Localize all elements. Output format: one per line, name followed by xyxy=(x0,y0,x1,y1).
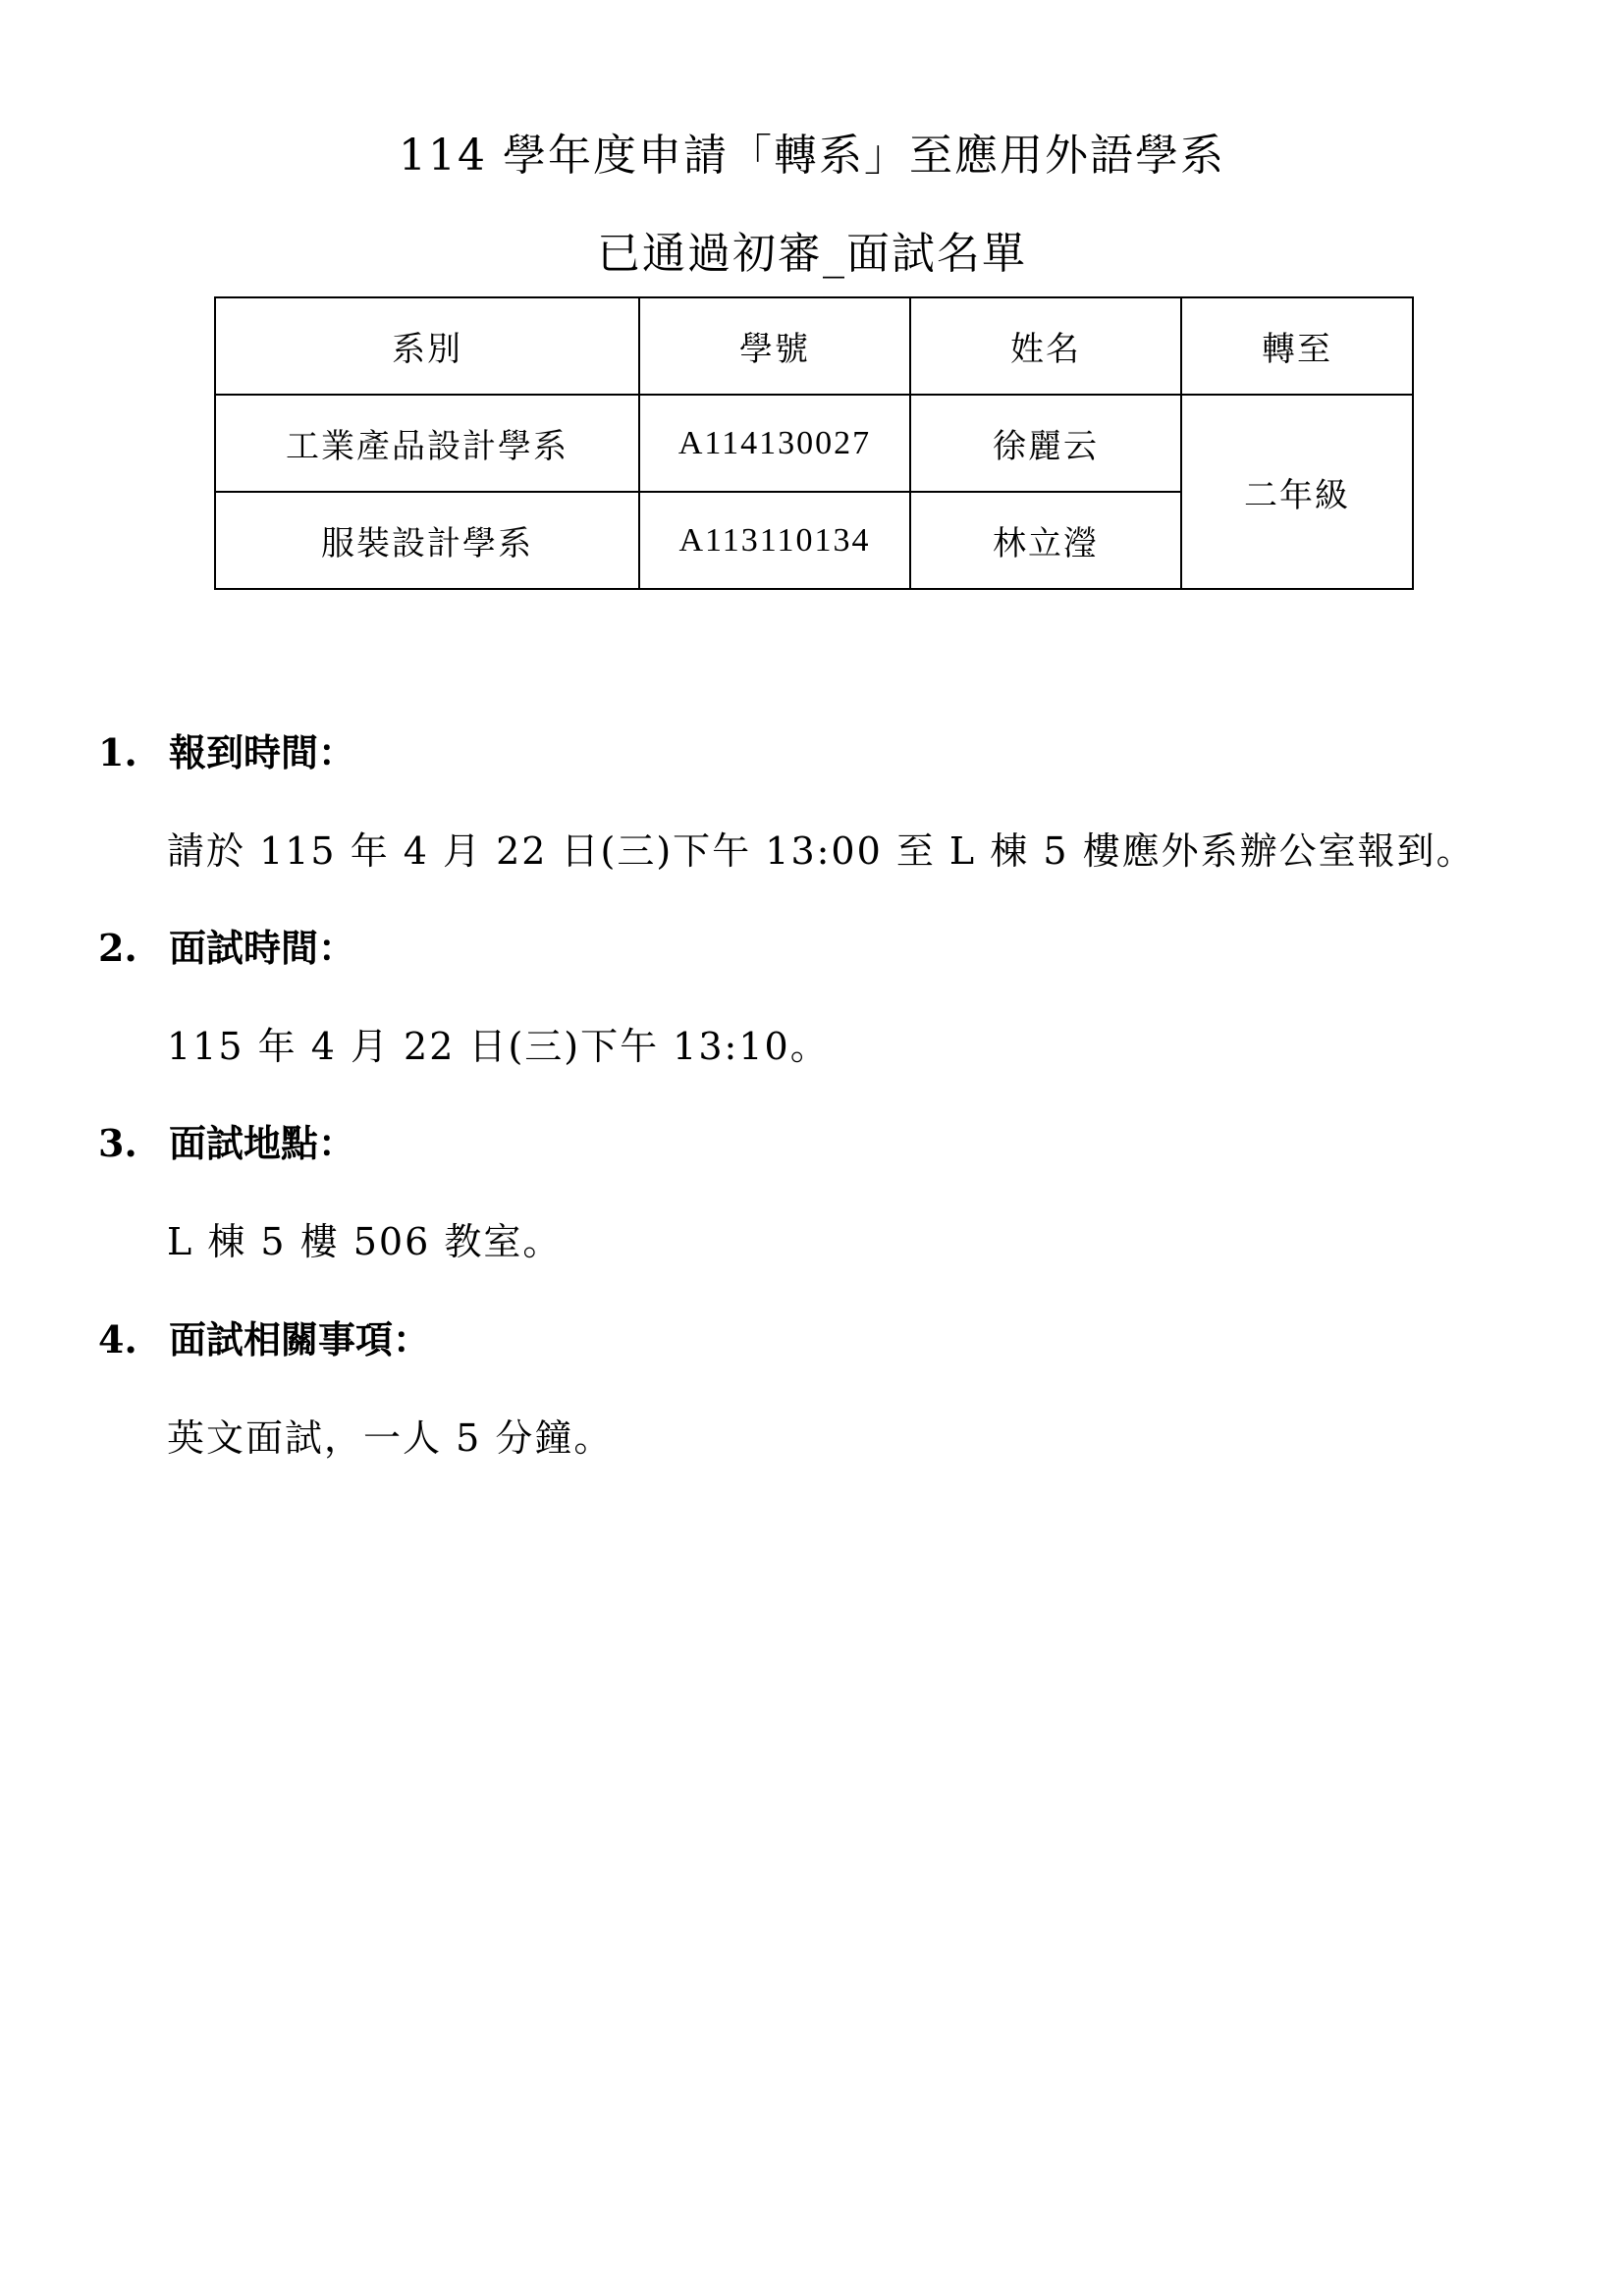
section-body-check-in-time: 請於 115 年 4 月 22 日(三)下午 13:00 至 L 棟 5 樓應外系辦公室報到。 xyxy=(167,829,1476,873)
cell-dept: 服裝設計學系 xyxy=(215,492,639,589)
section-heading-interview-notes xyxy=(98,1309,430,1363)
column-header-name: 姓名 xyxy=(910,297,1181,395)
table-row xyxy=(215,395,1413,492)
document-subtitle: 已通過初審_面試名單 xyxy=(597,229,1027,279)
column-header-student-id: 學號 xyxy=(639,297,910,395)
column-header-transfer-to: 轉至 xyxy=(1181,297,1413,395)
cell-name: 林立瀅 xyxy=(910,492,1181,589)
section-heading-interview-location xyxy=(98,1113,355,1167)
section-heading-text: 面試地點： xyxy=(169,1121,356,1165)
cell-transfer-to: 二年級 xyxy=(1181,395,1413,589)
section-body-interview-time: 115 年 4 月 22 日(三)下午 13:10。 xyxy=(167,1025,830,1068)
cell-student-id: A114130027 xyxy=(639,395,910,492)
table-header-row xyxy=(215,297,1413,395)
cell-name: 徐麗云 xyxy=(910,395,1181,492)
column-header-dept: 系別 xyxy=(215,297,639,395)
section-heading-text: 面試時間： xyxy=(169,926,356,970)
section-number: 2. xyxy=(98,926,137,970)
document-title: 114 學年度申請「轉系」至應用外語學系 xyxy=(399,131,1225,181)
section-body-interview-notes: 英文面試，一人 5 分鐘。 xyxy=(167,1416,614,1460)
section-number: 3. xyxy=(98,1121,137,1165)
interview-list-table xyxy=(214,296,1414,590)
cell-dept: 工業產品設計學系 xyxy=(215,395,639,492)
section-number: 4. xyxy=(98,1317,137,1362)
section-heading-text: 面試相關事項： xyxy=(169,1317,431,1362)
section-heading-text: 報到時間： xyxy=(169,730,356,774)
section-heading-check-in-time xyxy=(98,722,355,776)
section-number: 1. xyxy=(98,730,137,774)
section-heading-interview-time xyxy=(98,918,355,972)
section-body-interview-location: L 棟 5 樓 506 教室。 xyxy=(167,1220,563,1263)
cell-student-id: A113110134 xyxy=(639,492,910,589)
